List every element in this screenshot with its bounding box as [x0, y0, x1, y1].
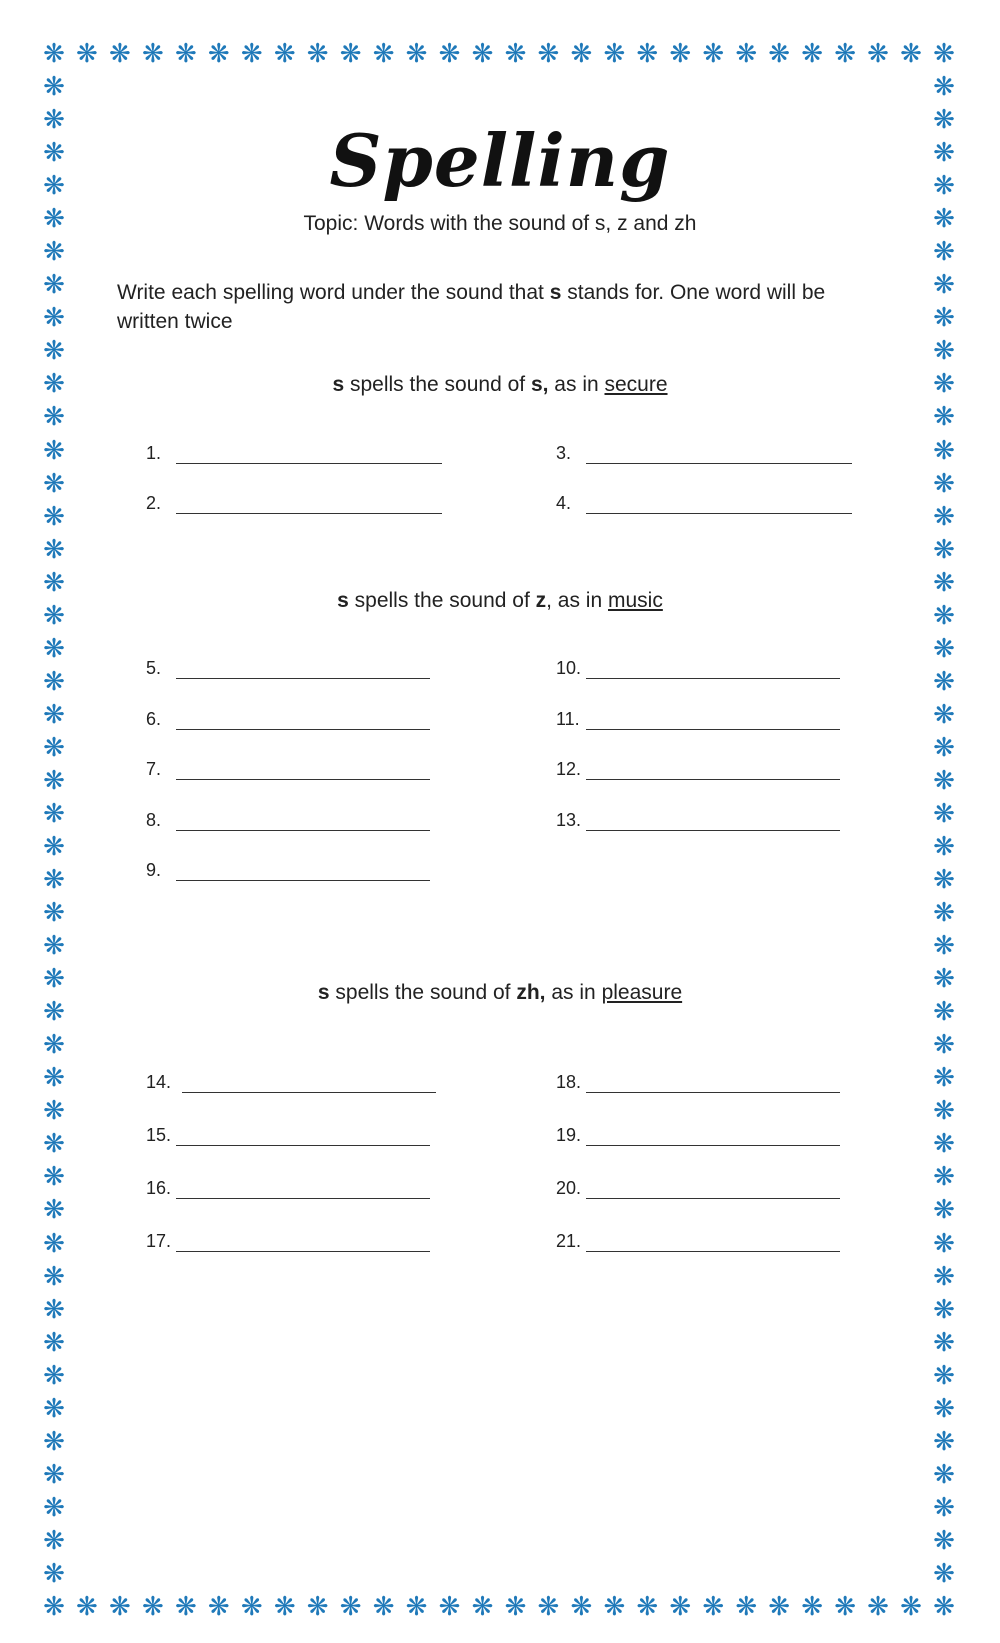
snowflake-icon: ❋ — [43, 402, 65, 433]
snowflake-icon: ❋ — [438, 39, 461, 69]
item-number: 1. — [146, 443, 162, 463]
snowflake-icon: ❋ — [43, 931, 65, 962]
snowflake-icon: ❋ — [43, 1261, 65, 1292]
item-number: 7. — [146, 759, 162, 779]
snowflake-icon: ❋ — [43, 865, 65, 896]
snowflake-icon: ❋ — [933, 501, 955, 532]
snowflake-icon: ❋ — [900, 39, 922, 69]
answer-line[interactable] — [146, 704, 436, 734]
snowflake-icon: ❋ — [933, 997, 955, 1028]
answer-line[interactable] — [146, 1067, 436, 1097]
snowflake-icon: ❋ — [43, 798, 65, 829]
snowflake-icon: ❋ — [43, 435, 65, 466]
snowflake-icon: ❋ — [933, 1294, 955, 1325]
snowflake-icon: ❋ — [933, 600, 955, 631]
snowflake-icon: ❋ — [43, 1063, 65, 1094]
snowflake-icon: ❋ — [603, 1592, 626, 1622]
snowflake-icon: ❋ — [43, 105, 65, 136]
snowflake-icon: ❋ — [933, 303, 955, 334]
item-number: 16. — [146, 1178, 172, 1198]
snowflake-icon: ❋ — [933, 699, 955, 730]
snowflake-icon: ❋ — [43, 765, 65, 796]
snowflake-icon: ❋ — [735, 1592, 758, 1622]
item-number: 8. — [146, 810, 162, 830]
snowflake-icon: ❋ — [933, 1195, 955, 1226]
snowflake-icon: ❋ — [174, 39, 197, 69]
snowflake-icon: ❋ — [537, 39, 560, 69]
snowflake-icon: ❋ — [933, 898, 955, 929]
section-heading-z: s spells the sound of z, as in music — [337, 589, 663, 612]
snowflake-icon: ❋ — [636, 39, 659, 69]
answer-line[interactable] — [556, 1067, 846, 1097]
snowflake-icon: ❋ — [702, 1592, 725, 1622]
snowflake-icon: ❋ — [43, 832, 65, 863]
snowflake-icon: ❋ — [76, 1592, 98, 1622]
snowflake-icon: ❋ — [43, 468, 65, 499]
answer-line[interactable] — [556, 488, 856, 518]
snowflake-icon: ❋ — [933, 1063, 955, 1094]
snowflake-icon: ❋ — [43, 666, 65, 697]
snowflake-icon: ❋ — [933, 1360, 955, 1391]
snowflake-icon: ❋ — [933, 402, 955, 433]
snowflake-icon: ❋ — [109, 39, 131, 69]
answer-line[interactable] — [556, 754, 846, 784]
snowflake-icon: ❋ — [570, 1592, 593, 1622]
snowflake-icon: ❋ — [43, 1294, 65, 1325]
snowflake-icon: ❋ — [933, 1592, 955, 1622]
answer-line[interactable] — [146, 1173, 436, 1203]
snowflake-icon: ❋ — [372, 39, 395, 69]
snowflake-icon: ❋ — [43, 1360, 65, 1391]
snowflake-icon: ❋ — [43, 633, 65, 664]
snowflake-icon: ❋ — [768, 39, 791, 69]
answer-line[interactable] — [146, 754, 436, 784]
snowflake-icon: ❋ — [933, 270, 955, 301]
snowflake-icon: ❋ — [43, 1096, 65, 1127]
item-number: 6. — [146, 709, 162, 729]
answer-line[interactable] — [556, 438, 856, 468]
snowflake-icon: ❋ — [933, 567, 955, 598]
snowflake-icon: ❋ — [933, 204, 955, 235]
snowflake-icon: ❋ — [141, 39, 164, 69]
snowflake-icon: ❋ — [43, 72, 65, 103]
snowflake-icon: ❋ — [933, 1096, 955, 1127]
item-number: 2. — [146, 493, 162, 513]
snowflake-icon: ❋ — [339, 39, 362, 69]
snowflake-icon: ❋ — [141, 1592, 164, 1622]
snowflake-icon: ❋ — [933, 1162, 955, 1193]
snowflake-icon: ❋ — [43, 964, 65, 995]
snowflake-icon: ❋ — [933, 865, 955, 896]
snowflake-icon: ❋ — [43, 600, 65, 631]
snowflake-icon: ❋ — [504, 39, 527, 69]
snowflake-icon: ❋ — [933, 1030, 955, 1061]
snowflake-icon: ❋ — [933, 1327, 955, 1358]
snowflake-icon: ❋ — [933, 1558, 955, 1589]
answer-line[interactable] — [146, 653, 436, 683]
snowflake-icon: ❋ — [933, 468, 955, 499]
item-number: 19. — [556, 1125, 582, 1145]
snowflake-icon: ❋ — [933, 171, 955, 202]
answer-line[interactable] — [556, 653, 846, 683]
snowflake-icon: ❋ — [735, 39, 758, 69]
snowflake-icon: ❋ — [43, 204, 65, 235]
item-number: 10. — [556, 658, 582, 678]
snowflake-icon: ❋ — [43, 138, 65, 169]
snowflake-icon: ❋ — [933, 1525, 955, 1556]
item-number: 20. — [556, 1178, 582, 1198]
answer-line[interactable] — [556, 1226, 846, 1256]
snowflake-icon: ❋ — [669, 39, 692, 69]
item-number: 12. — [556, 759, 582, 779]
snowflake-icon: ❋ — [933, 336, 955, 367]
snowflake-icon: ❋ — [933, 1393, 955, 1424]
item-number: 17. — [146, 1231, 172, 1251]
topic-subtitle: Topic: Words with the sound of s, z and zh — [303, 212, 697, 235]
answer-line[interactable] — [556, 805, 846, 835]
snowflake-icon: ❋ — [43, 732, 65, 763]
answer-line[interactable] — [556, 1173, 846, 1203]
snowflake-icon: ❋ — [43, 997, 65, 1028]
snowflake-icon: ❋ — [43, 1525, 65, 1556]
item-number: 9. — [146, 860, 162, 880]
snowflake-icon: ❋ — [43, 1327, 65, 1358]
snowflake-icon: ❋ — [933, 435, 955, 466]
snowflake-icon: ❋ — [801, 39, 824, 69]
snowflake-icon: ❋ — [43, 1492, 65, 1523]
snowflake-icon: ❋ — [933, 1129, 955, 1160]
snowflake-icon: ❋ — [43, 534, 65, 565]
snowflake-icon: ❋ — [570, 39, 593, 69]
snowflake-icon: ❋ — [43, 369, 65, 400]
snowflake-icon: ❋ — [933, 666, 955, 697]
snowflake-icon: ❋ — [43, 898, 65, 929]
snowflake-icon: ❋ — [43, 501, 65, 532]
snowflake-icon: ❋ — [933, 534, 955, 565]
snowflake-icon: ❋ — [405, 39, 428, 69]
snowflake-icon: ❋ — [933, 237, 955, 268]
snowflake-icon: ❋ — [43, 699, 65, 730]
snowflake-icon: ❋ — [933, 1426, 955, 1457]
answer-line[interactable] — [146, 1120, 436, 1150]
snowflake-icon: ❋ — [933, 1459, 955, 1490]
snowflake-icon: ❋ — [43, 1592, 65, 1622]
item-number: 21. — [556, 1231, 582, 1251]
snowflake-icon: ❋ — [834, 39, 856, 69]
snowflake-icon: ❋ — [933, 138, 955, 169]
snowflake-icon: ❋ — [43, 336, 65, 367]
snowflake-icon: ❋ — [43, 567, 65, 598]
snowflake-icon: ❋ — [438, 1592, 461, 1622]
snowflake-icon: ❋ — [273, 1592, 296, 1622]
snowflake-icon: ❋ — [109, 1592, 131, 1622]
instructions: Write each spelling word under the sound that s stands for. One word will be written twice — [117, 281, 826, 333]
snowflake-icon: ❋ — [702, 39, 725, 69]
snowflake-icon: ❋ — [933, 1228, 955, 1259]
snowflake-icon: ❋ — [933, 39, 955, 69]
snowflake-icon: ❋ — [207, 1592, 230, 1622]
snowflake-icon: ❋ — [43, 1228, 65, 1259]
snowflake-icon: ❋ — [306, 1592, 329, 1622]
item-number: 14. — [146, 1072, 172, 1092]
snowflake-icon: ❋ — [933, 105, 955, 136]
snowflake-icon: ❋ — [834, 1592, 856, 1622]
snowflake-icon: ❋ — [43, 1030, 65, 1061]
snowflake-icon: ❋ — [471, 39, 494, 69]
snowflake-icon: ❋ — [43, 1162, 65, 1193]
snowflake-icon: ❋ — [76, 39, 98, 69]
snowflake-icon: ❋ — [240, 1592, 263, 1622]
snowflake-icon: ❋ — [405, 1592, 428, 1622]
snowflake-icon: ❋ — [933, 765, 955, 796]
snowflake-icon: ❋ — [933, 633, 955, 664]
snowflake-icon: ❋ — [339, 1592, 362, 1622]
snowflake-icon: ❋ — [306, 39, 329, 69]
snowflake-icon: ❋ — [43, 1558, 65, 1589]
item-number: 18. — [556, 1072, 582, 1092]
snowflake-icon: ❋ — [43, 39, 65, 69]
snowflake-icon: ❋ — [933, 964, 955, 995]
snowflake-icon: ❋ — [207, 39, 230, 69]
item-number: 15. — [146, 1125, 172, 1145]
snowflake-icon: ❋ — [867, 39, 889, 69]
snowflake-icon: ❋ — [43, 1129, 65, 1160]
item-number: 13. — [556, 810, 582, 830]
snowflake-icon: ❋ — [933, 369, 955, 400]
snowflake-icon: ❋ — [603, 39, 626, 69]
snowflake-icon: ❋ — [933, 931, 955, 962]
snowflake-icon: ❋ — [43, 1393, 65, 1424]
snowflake-icon: ❋ — [768, 1592, 791, 1622]
section-heading-s: s spells the sound of s, as in secure — [332, 373, 668, 396]
snowflake-icon: ❋ — [933, 798, 955, 829]
snowflake-icon: ❋ — [867, 1592, 889, 1622]
answer-line[interactable] — [146, 805, 436, 835]
snowflake-icon: ❋ — [43, 303, 65, 334]
item-number: 5. — [146, 658, 162, 678]
snowflake-icon: ❋ — [933, 1261, 955, 1292]
section-heading-zh: s spells the sound of zh, as in pleasure — [317, 981, 683, 1004]
snowflake-icon: ❋ — [43, 171, 65, 202]
snowflake-icon: ❋ — [240, 39, 263, 69]
snowflake-icon: ❋ — [504, 1592, 527, 1622]
snowflake-icon: ❋ — [801, 1592, 824, 1622]
snowflake-icon: ❋ — [174, 1592, 197, 1622]
answer-line[interactable] — [556, 1120, 846, 1150]
item-number: 11. — [556, 709, 580, 729]
answer-line[interactable] — [146, 855, 436, 885]
snowflake-icon: ❋ — [933, 732, 955, 763]
answer-line[interactable] — [556, 704, 846, 734]
item-number: 4. — [556, 493, 572, 513]
snowflake-icon: ❋ — [537, 1592, 560, 1622]
snowflake-icon: ❋ — [933, 832, 955, 863]
snowflake-icon: ❋ — [471, 1592, 494, 1622]
snowflake-icon: ❋ — [636, 1592, 659, 1622]
snowflake-icon: ❋ — [43, 1426, 65, 1457]
snowflake-icon: ❋ — [933, 72, 955, 103]
answer-line[interactable] — [146, 438, 446, 468]
page-title: Spelling — [329, 118, 671, 203]
snowflake-icon: ❋ — [43, 237, 65, 268]
answer-line[interactable] — [146, 1226, 436, 1256]
snowflake-icon: ❋ — [900, 1592, 922, 1622]
item-number: 3. — [556, 443, 572, 463]
snowflake-icon: ❋ — [669, 1592, 692, 1622]
snowflake-icon: ❋ — [273, 39, 296, 69]
answer-line[interactable] — [146, 488, 446, 518]
snowflake-icon: ❋ — [933, 1492, 955, 1523]
snowflake-icon: ❋ — [43, 1195, 65, 1226]
snowflake-icon: ❋ — [43, 1459, 65, 1490]
snowflake-icon: ❋ — [43, 270, 65, 301]
snowflake-icon: ❋ — [372, 1592, 395, 1622]
